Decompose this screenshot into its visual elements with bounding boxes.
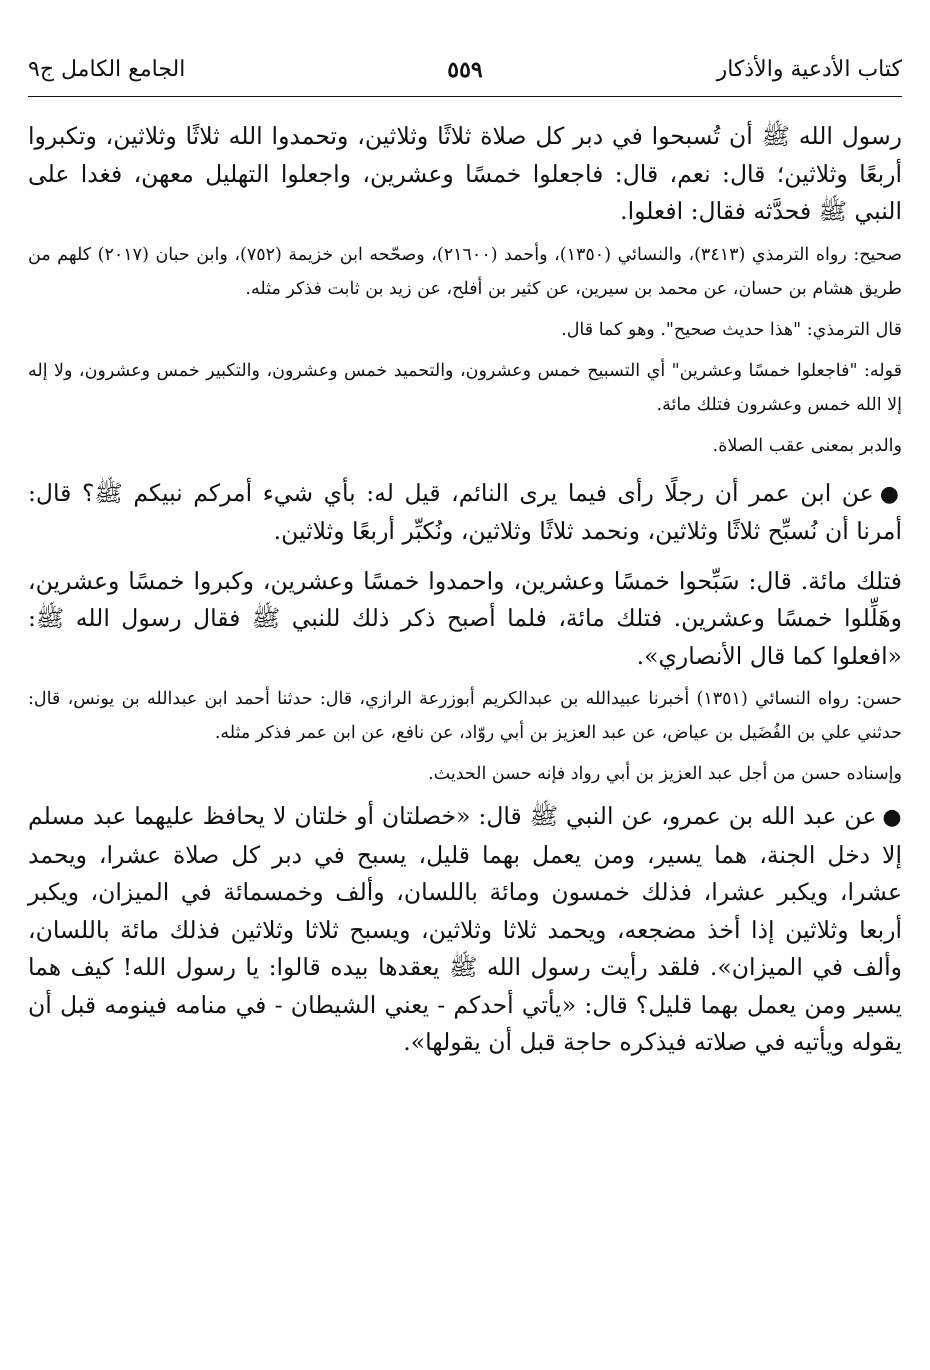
commentary-note: قوله: "فاجعلوا خمسًا وعشرين" أي التسبيح خمس وعشرون، والتحميد خمس وعشرون، والتكبير خمس وعشرون، ولا إله إلا الله خمس وعشرون فتلك مائة. — [28, 360, 902, 415]
book-title: كتاب الأدعية والأذكار — [716, 57, 902, 82]
commentary-note: وإسناده حسن من أجل عبد العزيز بن أبي رواد فإنه حسن الحديث. — [428, 764, 902, 784]
hadith-text: فتلك مائة. قال: سَبِّحوا خمسًا وعشرين، واحمدوا خمسًا وعشرين، وكبروا خمسًا وعشرين، وهَلِّلوا خمسًا وعشرين. فتلك مائة، فلما أصبح ذكر ذلك للنبي ﷺ فقال رسول الله ﷺ: «افعلوا كما قال الأنصاري». — [28, 566, 902, 670]
volume-label: الجامع الكامل ج٩ — [28, 57, 186, 82]
commentary-note: قال الترمذي: "هذا حديث صحيح". وهو كما قال. — [561, 319, 902, 340]
takhrij-note: حسن: رواه النسائي (١٣٥١) أخبرنا عبيدالله بن عبدالكريم أبوزرعة الرازي، قال: حدثنا أحمد ابن عبدالله بن يونس، قال: حدثني علي بن الفُضَيل بن عياض، عن عبد العزيز بن أبي روّاد، عن نافع، عن ابن عمر فذكر مثله. — [28, 689, 902, 743]
running-header — [28, 52, 902, 88]
bullet-marker: ● — [882, 805, 902, 830]
takhrij-note: صحيح: رواه الترمذي (٣٤١٣)، والنسائي (١٣٥٠)، وأحمد (٢١٦٠٠)، وصحّحه ابن خزيمة (٧٥٢)، وابن حبان (٢٠١٧) كلهم من طريق هشام بن حسان، عن محمد بن سيرين، عن كثير بن أفلح، عن زيد بن ثابت فذكر مثله. — [28, 244, 902, 299]
bullet-marker: ● — [879, 481, 902, 507]
page-body — [28, 118, 902, 1062]
commentary-note: والدبر بمعنى عقب الصلاة. — [712, 435, 902, 456]
hadith-text: ●عن ابن عمر أن رجلًا رأى فيما يرى النائم، قيل له: بأي شيء أمركم نبيكم ﷺ؟ قال: أمرنا أن نُسبِّح ثلاثًا وثلاثين، ونحمد ثلاثًا وثلاثين، ونُكبِّر أربعًا وثلاثين. — [28, 478, 902, 545]
hadith-text: رسول الله ﷺ أن تُسبحوا في دبر كل صلاة ثلاثًا وثلاثين، وتحمدوا الله ثلاثًا وثلاثين، وتكبروا أربعًا وثلاثين؛ قال: نعم، قال: فاجعلوا خمسًا وعشرين، واجعلوا التهليل معهن، فغدا على النبي ﷺ فحدَّثه فقال: افعلوا. — [28, 122, 902, 225]
page — [28, 0, 902, 1370]
hadith-text: ●عن عبد الله بن عمرو، عن النبي ﷺ قال: «خصلتان أو خلتان لا يحافظ عليهما عبد مسلم إلا دخل الجنة، هما يسير، ومن يعمل بهما قليل، يسبح في دبر كل صلاة عشرا، ويحمد عشرا، ويكبر عشرا، فذلك خمسون ومائة باللسان، وألف وخمسمائة في الميزان، ويكبر أربعا وثلاثين إذا أخذ مضجعه، ويحمد ثلاثا وثلاثين، ويسبح ثلاثا وثلاثين فذلك مائة باللسان، وألف في الميزان». فلقد رأيت رسول الله ﷺ يعقدها بيده قالوا: يا رسول الله! كيف هما يسير ومن يعمل بهما قليل؟ قال: «يأتي أحدكم - يعني الشيطان - في منامه فينومه قبل أن يقوله ويأتيه في صلاته فيذكره حاجة قبل أن يقولها». — [28, 802, 902, 1056]
page-number: ٥٥٩ — [447, 57, 483, 83]
header-divider — [28, 96, 902, 97]
